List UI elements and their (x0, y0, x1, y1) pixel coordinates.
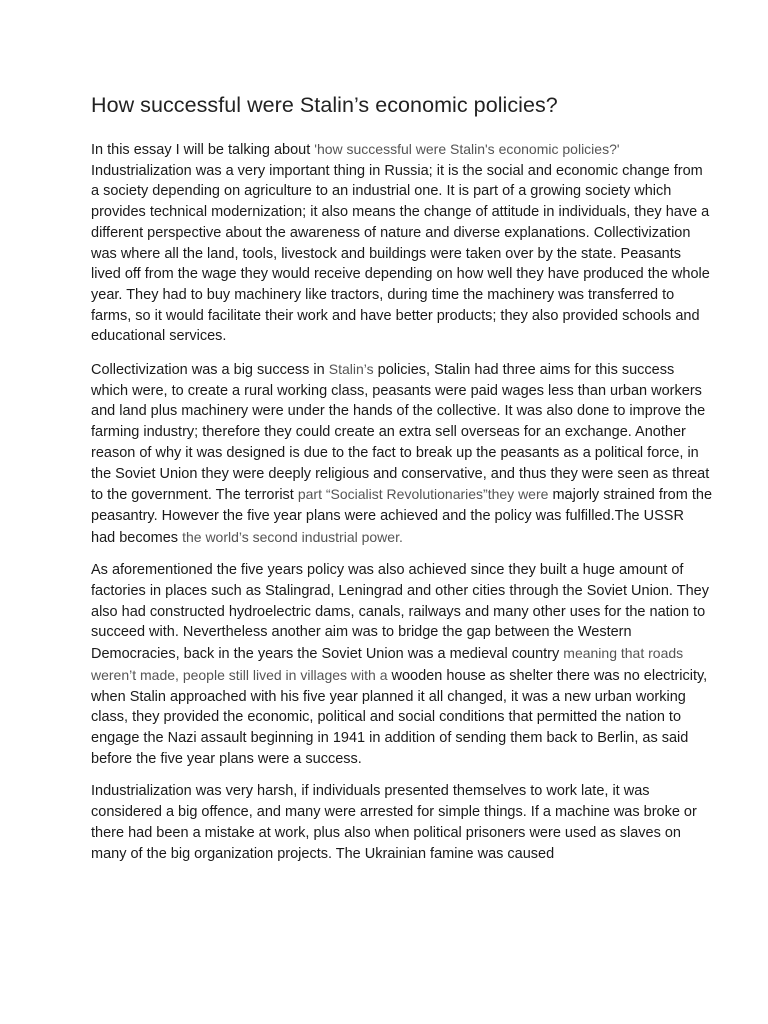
paragraph-text: majorly strained from the peasantry. However the five year plans were achieved and the policy was fulfilled.The USSR had becomes (91, 487, 713, 546)
paragraph-4 (91, 781, 712, 864)
quoted-question-text: 'how successful were Stalin's economic policies?' (314, 141, 620, 157)
paragraph-text: In this essay I will be talking about (91, 142, 315, 158)
paragraph-text: Industrialization was very harsh, if individuals presented themselves to work late, it was considered a big offence, and many were arrested for simple things. If a machine was broke or there had been a mistake at work, plus also when political prisoners were used as slaves on many of the big organization projects. The Ukrainian famine was caused (91, 783, 697, 862)
soft-text: Stalin’s (328, 361, 374, 378)
soft-text: the world’s second industrial power. (182, 528, 403, 545)
soft-text: meaning that roads weren’t made, people still lived in villages with a (91, 645, 684, 683)
paragraph-3 (91, 560, 712, 769)
paragraph-1 (91, 139, 712, 347)
paragraph-text: policies, Stalin had three aims for this success which were, to create a rural working class, peasants were paid wages less than urban workers and land plus machinery were under the hands of the collective. It was also done to improve the farming industry; therefore they could create an extra sell overseas for an exchange. Another reason of why it was designed is due to the fact to break up the peasants as a political force, in the Soviet Union they were deeply religious and conservative, and thus they were seen as threat to the government. The terrorist (91, 362, 710, 504)
paragraph-text: Collectivization was a big success in (91, 362, 329, 379)
paragraph-text: wooden house as shelter there was no electricity, when Stalin approached with his five year planned it all changed, it was a new urban working class, they provided the economic, political and social conditions that permitted the nation to engage the Nazi assault beginning in 1941 in addition of sending them back to Berlin, as said before the five year plans were a success. (91, 667, 708, 767)
paragraph-text: Industrialization was a very important thing in Russia; it is the social and economic change from a society depending on agriculture to an industrial one. It is part of a growing society which provides technical modernization; it also means the change of attitude in individuals, they have a different perspective about the awareness of nature and diverse explanations. Collectivization was where all the land, tools, livestock and buildings were taken over by the state. Peasants lived off from the wage they would receive depending on how well they have produced the whole year. They had to buy machinery like tractors, during time the machinery was transferred to farms, so it would facilitate their work and have better products; they also provided schools and educational services. (91, 162, 710, 345)
page-title: How successful were Stalin’s economic policies? (91, 93, 558, 117)
soft-text: part “Socialist Revolutionaries”they were (297, 486, 549, 503)
paragraph-2 (91, 359, 712, 548)
paragraph-text: As aforementioned the five years policy was also achieved since they built a huge amount of factories in places such as Stalingrad, Leningrad and other cities through the Soviet Union. They also had constructed hydroelectric dams, canals, railways and many other uses for the nation to succeed with. Nevertheless another aim was to bridge the gap between the Western Democracies, back in the years the Soviet Union was a medieval country (91, 562, 709, 663)
